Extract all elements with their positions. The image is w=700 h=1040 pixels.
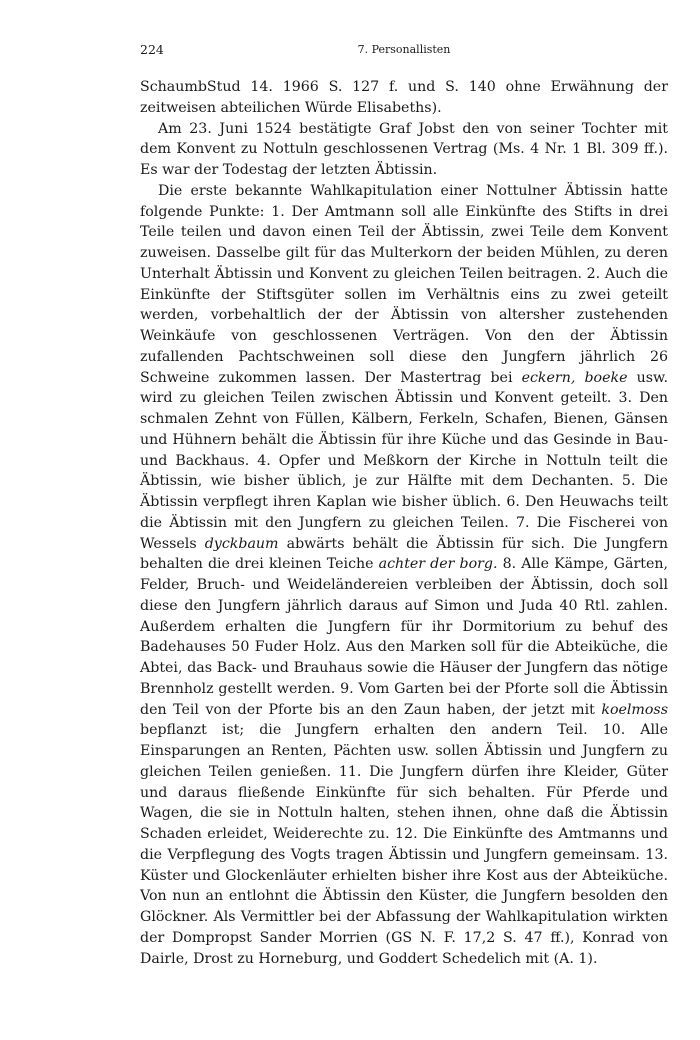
page-number: 224	[140, 42, 164, 57]
text-run: Die erste bekannte Wahlkapitulation einer Nottulner Äbtissin hatte folgende Punkte: 1. Der Amtmann soll alle Einkünfte des Stifts in drei Teile teilen und davon einen Teil der Äbtissin, zwei Teile dem Konvent zuweisen. Dasselbe gilt für das Multerkorn der beiden Mühlen, zu deren Unterhalt Äbtissin und Konvent zu gleichen Teilen beitragen. 2. Auch die Einkünfte der Stiftsgüter sollen im Verhältnis eins zu zwei geteilt werden, vorbehaltlich der der Äbtissin von altersher zustehenden Weinkäufe von geschlossenen Verträgen. Von den der Äbtissin zufallenden Pachtschweinen soll diese den Jungfern jährlich 26 Schweine zukommen lassen. Der Mastertrag bei	[140, 182, 668, 386]
paragraph	[140, 119, 668, 181]
text-run: SchaumbStud 14. 1966 S. 127 f. und S. 140 ohne Erwähnung der zeitweisen abteilichen Würde Elisabeths).	[140, 79, 668, 116]
text-run: abwärts behält die Äbtissin für sich. Die Jungfern behalten die drei kleinen Teiche	[140, 535, 668, 573]
body-text	[140, 77, 668, 969]
text-run: Am 23. Juni 1524 bestätigte Graf Jobst den von seiner Tochter mit dem Konvent zu Nottuln geschlossenen Vertrag (Ms. 4 Nr. 1 Bl. 309 ff.). Es war der Todestag der letzten Äbtissin.	[140, 120, 668, 178]
text-run: 8. Alle Kämpe, Gärten, Felder, Bruch- und Weideländereien verbleiben der Äbtissin, doch soll diese den Jungfern jährlich daraus auf Simon und Juda 40 Rtl. zahlen. Außerdem erhalten die Jungfern für ihr Dormitorium zu behuf des Badehauses 50 Fuder Holz. Aus den Marken soll für die Abteiküche, die Abtei, das Back- und Brauhaus sowie die Häuser der Jungfern das nötige Brennholz gestellt werden. 9. Vom Garten bei der Pforte soll die Äbtissin den Teil von der Pforte bis an den Zaun haben, der jetzt mit	[140, 556, 668, 718]
paragraph	[140, 77, 668, 119]
italic-term: koelmoss	[601, 701, 668, 718]
running-head: 7. Personallisten	[357, 43, 451, 56]
italic-term: eckern, boeke	[521, 369, 628, 386]
text-run: usw. wird zu gleichen Teilen zwischen Äbtissin und Konvent geteilt. 3. Den schmalen Zehnt von Füllen, Kälbern, Ferkeln, Schafen, Bienen, Gänsen und Hühnern behält die Äbtissin für ihre Küche und das Gesinde in Bau- und Backhaus. 4. Opfer und Meßkorn der Kirche in Nottuln teilt die Äbtissin, wie bisher üblich, je zur Hälfte mit dem Dechanten. 5. Die Äbtissin verpflegt ihren Kaplan wie bisher üblich. 6. Den Heuwachs teilt die Äbtissin mit den Jungfern zu gleichen Teilen. 7. Die Fischerei von Wessels	[140, 369, 668, 552]
italic-term: dyckbaum	[204, 535, 279, 552]
page-header	[140, 40, 668, 60]
text-run: bepflanzt ist; die Jungfern erhalten den andern Teil. 10. Alle Einsparungen an Renten, Pächten usw. sollen Äbtissin und Jungfern zu gleichen Teilen genießen. 11. Die Jungfern dürfen ihre Kleider, Güter und daraus fließende Einkünfte für sich behalten. Für Pferde und Wagen, die sie in Nottuln halten, stehen ihnen, ohne daß die Äbtissin Schaden erleidet, Weiderechte zu. 12. Die Einkünfte des Amtmanns und die Verpflegung des Vogts tragen Äbtissin und Jungfern gemeinsam. 13. Küster und Glockenläuter erhielten bisher ihre Kost aus der Abteiküche. Von nun an entlohnt die Äbtissin den Küster, die Jungfern besolden den Glöckner. Als Vermittler bei der Abfassung der Wahlkapitulation wirkten der Dompropst Sander Morrien (GS N. F. 17,2 S. 47 ff.), Konrad von Dairle, Drost zu Horneburg, und Goddert Schedelich mit (A. 1).	[140, 722, 668, 967]
italic-term: achter der borg.	[378, 556, 498, 573]
paragraph	[140, 181, 668, 970]
